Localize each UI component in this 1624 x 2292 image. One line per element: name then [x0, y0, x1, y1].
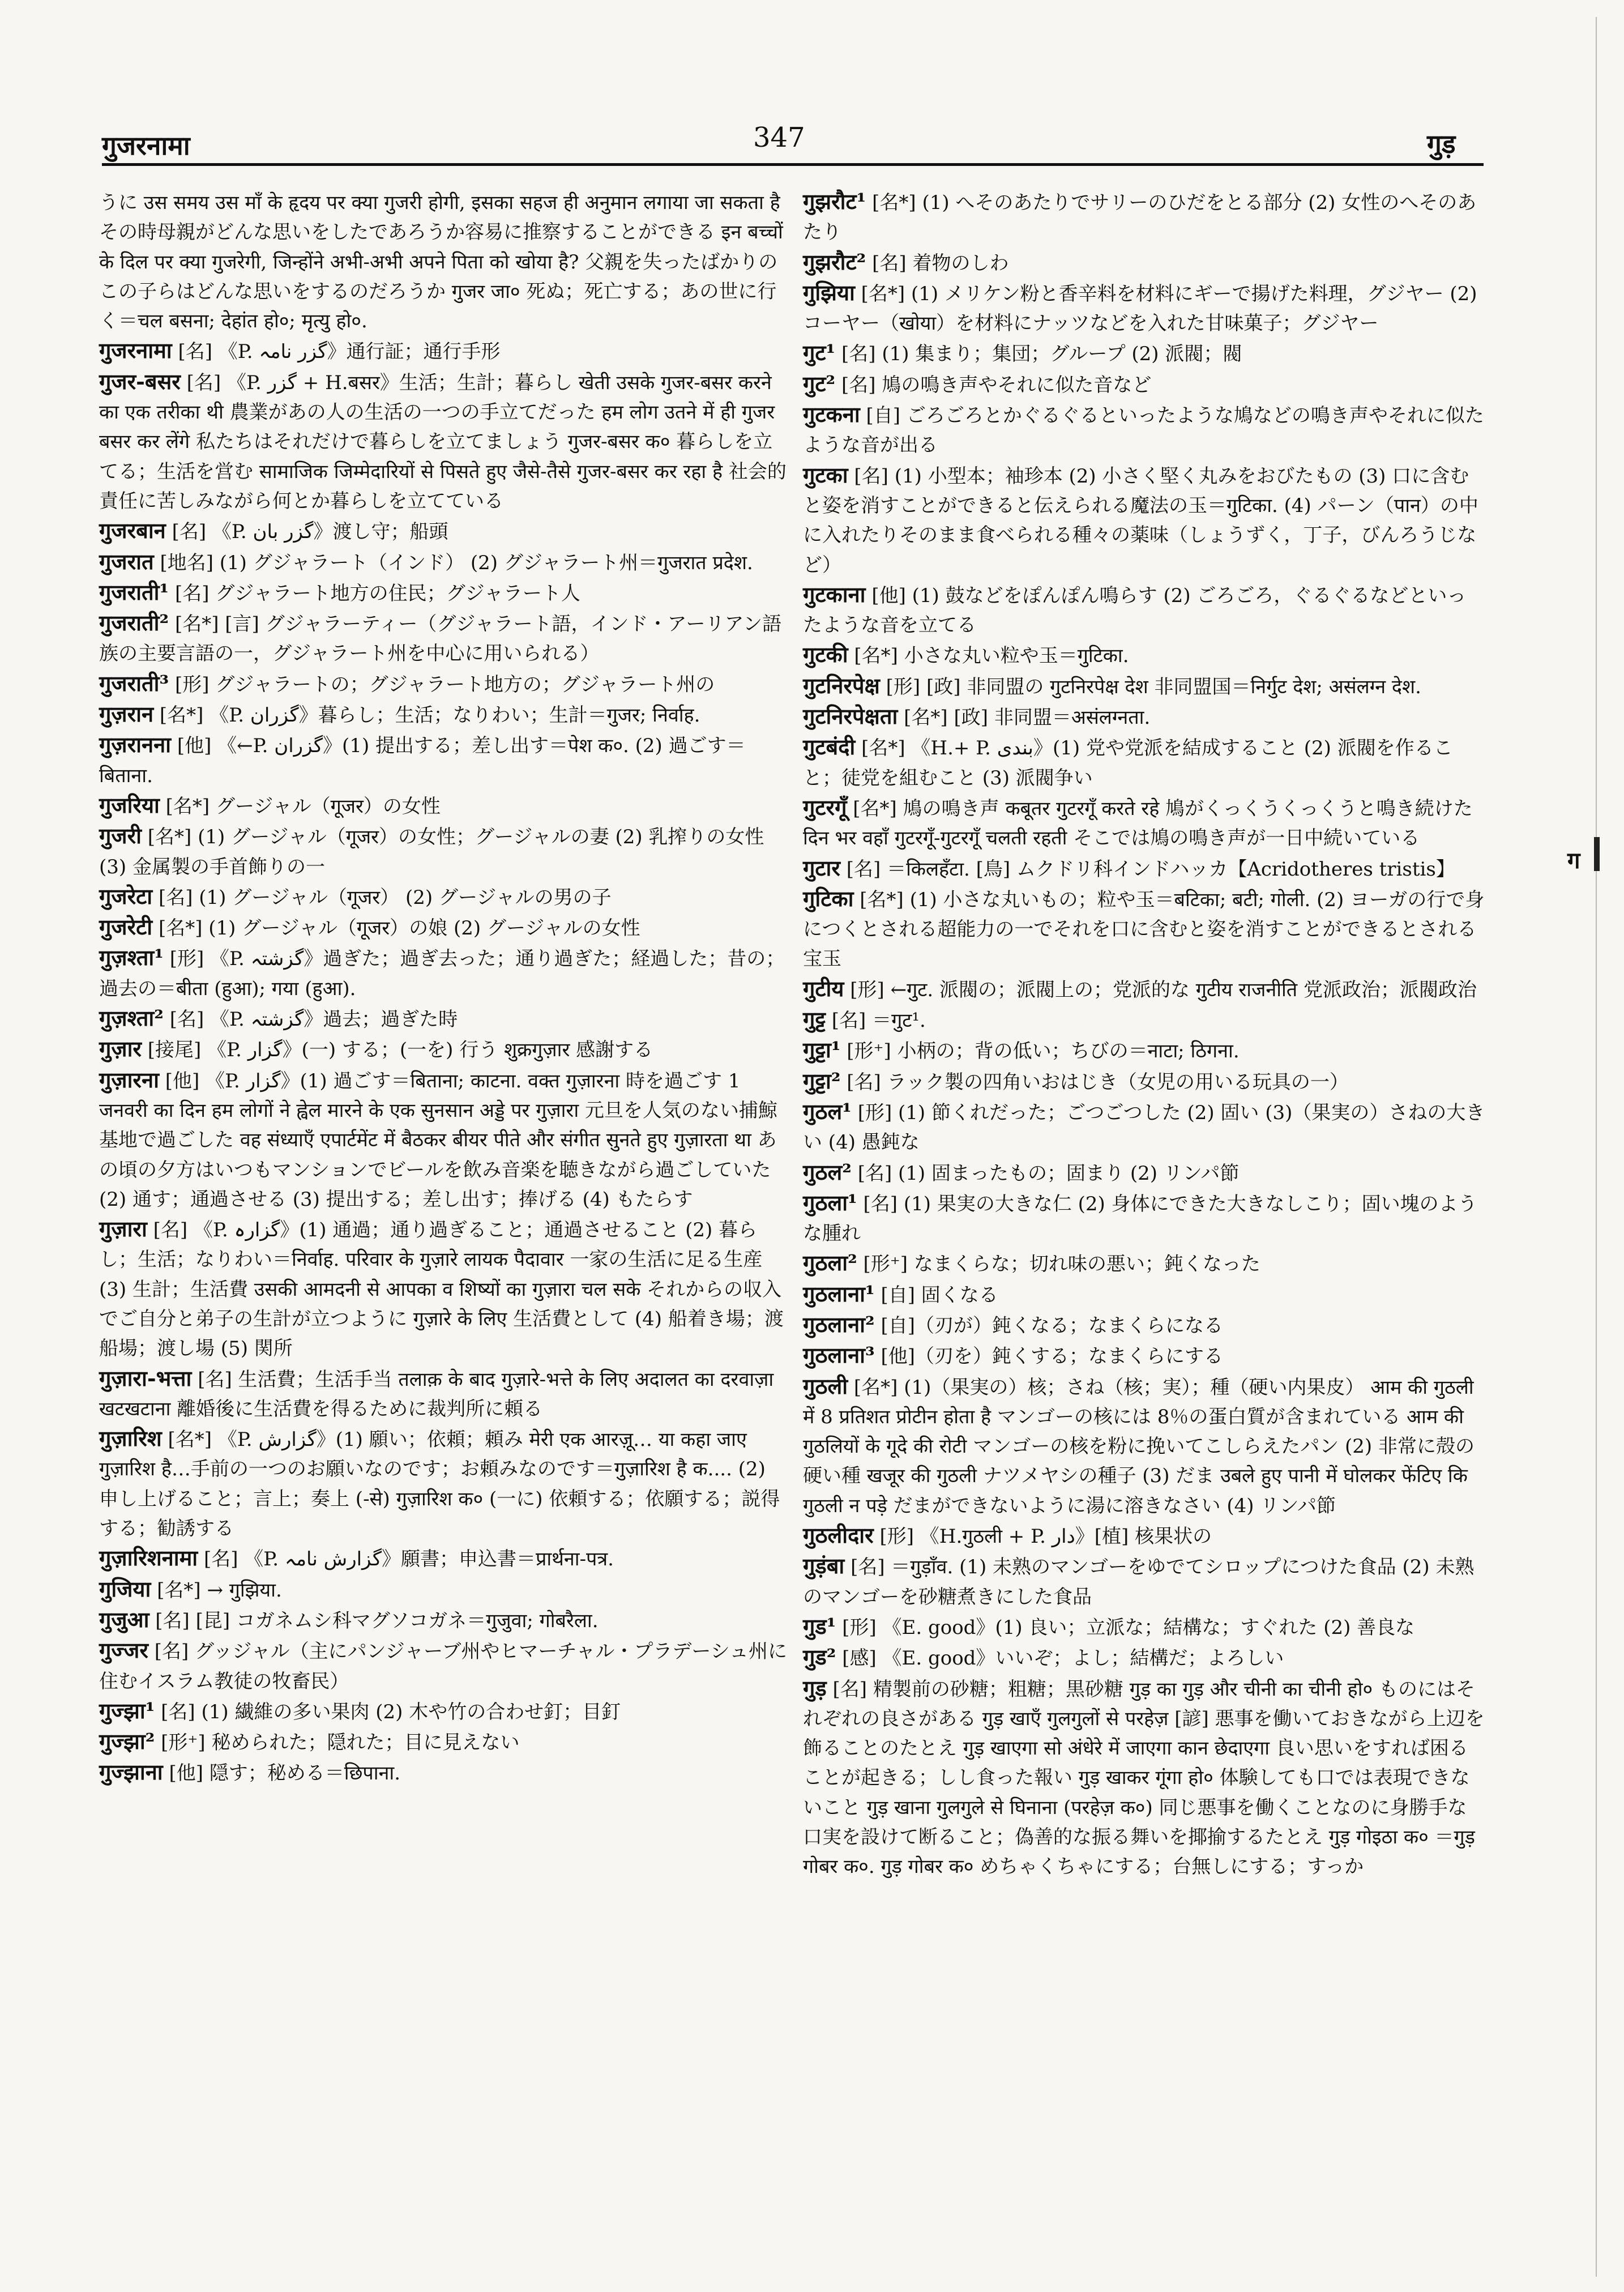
entry-headword: गुज़ारिशनामा: [99, 1545, 198, 1571]
entry-definition: [名] 《P. گزشتہ》過去；過ぎた時: [169, 1008, 458, 1031]
entry-definition: [名] グジャラート地方の住民；グジャラート人: [174, 582, 580, 605]
entry-headword: गुटकी: [803, 642, 848, 668]
dictionary-entry: [99, 912, 790, 943]
entry-definition: [名] (1) グージャル（गूजर） (2) グージャルの男の子: [158, 886, 612, 909]
entry-headword: गुट्ट: [803, 1006, 826, 1032]
entry-headword: गुट²: [803, 370, 836, 396]
dictionary-entry: [99, 1543, 790, 1574]
entry-definition: [名*] 《P. گزارش》(1) 願い；依頼；頼み मेरी एक आरज़ू… या कहा जाए गुज़ारिश है…手前の一つのお願いなのです；お頼みなのです＝गुज़ारिश है क.... (2) 申し上げること；言上；奏上 (-से) गुज़ारिश क० (一に) 依頼する；依願する；説得する；勧誘する: [99, 1428, 780, 1540]
entry-headword: गुठल¹: [803, 1098, 852, 1124]
entry-headword: गुट्टा²: [803, 1068, 841, 1094]
entry-headword: गुड़ंबा: [803, 1553, 845, 1579]
dictionary-entry: [99, 187, 790, 336]
dictionary-entry: [803, 853, 1485, 884]
entry-headword: गुटबंदी: [803, 734, 856, 760]
entry-definition: [名*] (1)（果実の）核；さね（核；実）；種（硬い内果皮） आम की गुठली में 8 प्रतिशत प्रोटीन होता है マンゴーの核には 8％の蛋白質が含まれている आम की गुठलियों के गूदे की रोटी マンゴーの核を粉に挽いてこしらえたパン (2) 非常に殻の硬い種 खजूर की गुठली ナツメヤシの種子 (3) だま उबले हुए पानी में घोलकर फेंटिए कि गुठली न पड़े だまができないように湯に溶きなさい (4) リンパ節: [803, 1376, 1475, 1517]
entry-headword: गुज़श्ता¹: [99, 945, 164, 971]
page-header: [0, 0, 1624, 170]
entry-definition: [感] 《E. good》いいぞ；よし；結構だ；よろしい: [842, 1647, 1284, 1670]
dictionary-entry: [803, 247, 1485, 278]
dictionary-entry: [803, 400, 1485, 460]
dictionary-entry: [803, 640, 1485, 671]
entry-definition: [名] 鳩の鳴き声やそれに似た音など: [841, 373, 1152, 396]
entry-headword: गुजरेटा: [99, 883, 153, 909]
dictionary-entry: [99, 1214, 790, 1363]
entry-definition: [名] ラック製の四角いおはじき（女児の用いる玩具の一）: [847, 1070, 1349, 1094]
entry-headword: गुज़रान: [99, 701, 154, 727]
entry-definition: [名*] (1) 小さな丸いもの；粒や玉＝बटिका; बटी; गोली. (2) ヨーガの行で身につくとされる超能力の一でそれを口に含むと姿を消すことができるとされる宝玉: [803, 888, 1485, 971]
dictionary-entry: [99, 669, 790, 699]
entry-definition: [名*] 鳩の鳴き声 कबूतर गुटरगूँ करते रहे 鳩がくっくうくっくうと鳴き続けた दिन भर वहाँ गुटरगूँ-गुटरगूँ चलती रहती そこでは鳩の鳴き声が一日中続いている: [803, 797, 1473, 850]
entry-definition: [形⁺] 秘められた；隠れた；目に見えない: [161, 1731, 520, 1755]
entry-definition: [名] 《P. گزارش نامہ》願書；申込書＝प्रार्थना-पत्र.: [203, 1548, 614, 1571]
entry-definition: [名] (1) 集まり；集団；グループ (2) 派閥；閥: [841, 343, 1242, 366]
entry-definition: [形] グジャラートの；グジャラート地方の；グジャラート州の: [174, 673, 715, 696]
dictionary-entry: [99, 367, 790, 516]
entry-definition: [名*] (1) へそのあたりでサリーのひだをとる部分 (2) 女性のへそのあたり: [803, 191, 1477, 244]
entry-definition: [形] [政] 非同盟の गुटनिरपेक्ष देश 非同盟国＝निर्गुट देश; असंलग्न देश.: [886, 675, 1421, 698]
entry-headword: गुज्झा²: [99, 1728, 155, 1755]
entry-headword: गुड¹: [803, 1613, 836, 1639]
dictionary-entry: [99, 821, 790, 882]
dictionary-entry: [803, 1066, 1485, 1097]
entry-definition: [名*] (1) グージャル（गूजर）の娘 (2) グージャルの女性: [158, 917, 640, 940]
left-column: [99, 187, 790, 1789]
entry-definition: [名] (1) 小型本；袖珍本 (2) 小さく堅く丸みをおびたもの (3) 口に含むと姿を消すことができると伝えられる魔法の玉＝गुटिका. (4) パーン（पान）の中に入れたりそのまま食べられる種々の薬味（しょうずく，丁子，びんろうじなど）: [803, 464, 1478, 577]
dictionary-entry: [99, 516, 790, 547]
entry-headword: गुठली: [803, 1373, 848, 1399]
dictionary-entry: [803, 338, 1485, 369]
entry-headword: गुज़ारा-भत्ता: [99, 1365, 192, 1391]
entry-definition: [他]（刃を）鈍くする；なまくらにする: [881, 1345, 1223, 1368]
dictionary-entry: [803, 369, 1485, 400]
entry-headword: गुजरनामा: [99, 338, 172, 364]
entry-headword: गुजरात: [99, 548, 154, 574]
entry-definition: [名] (1) 繊維の多い果肉 (2) 木や竹の合わせ釘；目釘: [161, 1700, 621, 1723]
entry-headword: गुजरी: [99, 823, 142, 849]
entry-definition: [名*] [言] グジャラーティー（グジャラート語，インド・アーリアン語族の主要言語の一，グジャラート州を中心に用いられる）: [99, 613, 782, 665]
entry-headword: गुज़ारा: [99, 1216, 147, 1242]
dictionary-entry: [99, 336, 790, 366]
dictionary-entry: [99, 882, 790, 912]
entry-headword: गुजुआ: [99, 1606, 149, 1632]
entry-definition: [他] 《P. گزار》(1) 過ごす＝बिताना; काटना. वक्त गुज़ारना 時を過ごす 1 जनवरी का दिन हम लोगों ने ह्वेल मारने के एक सुनसान अड्डे पर गुज़ारा 元旦を人気のない捕鯨基地で過ごした वह संध्याएँ एपार्टमेंट में बैठकर बीयर पीते और संगीत सुनते हुए गुज़ारता था あの頃の夕方はいつもマンションでビールを飲み音楽を聴きながら過ごしていた (2) 通す；通過させる (3) 提出する；差し出す；捧げる (4) もたらす: [99, 1069, 777, 1211]
entry-headword: गुज़ारना: [99, 1066, 159, 1092]
dictionary-entry: [99, 1605, 790, 1636]
dictionary-entry: [803, 1642, 1485, 1673]
dictionary-entry: [803, 1005, 1485, 1035]
dictionary-entry: [99, 1004, 790, 1034]
entry-definition: [名*] グージャル（गूजर）の女性: [165, 795, 441, 818]
entry-headword: गुज्जर: [99, 1637, 148, 1663]
dictionary-entry: [803, 1372, 1485, 1521]
entry-definition: [接尾] 《P. گزار》(一) する；(一を) 行う शुक्रगुज़ार 感謝する: [147, 1039, 653, 1062]
dictionary-entry: [803, 1310, 1485, 1341]
entry-headword: गुठलाना²: [803, 1311, 875, 1337]
entry-headword: गुज़ार: [99, 1036, 142, 1062]
entry-headword: गुजर-बसर: [99, 368, 181, 394]
entry-headword: गुठला²: [803, 1250, 857, 1276]
entry-headword: गुजराती¹: [99, 579, 169, 605]
left-running-headword: गुजरनामा: [102, 130, 190, 161]
entry-definition: [名] (1) 果実の大きな仁 (2) 身体にできた大きなしこり；固い塊のような腫れ: [803, 1192, 1477, 1245]
dictionary-entry: [99, 730, 790, 791]
entry-definition: [他] 隠す；秘める＝छिपाना.: [169, 1762, 401, 1785]
entry-headword: गुठला¹: [803, 1189, 857, 1215]
dictionary-entry: [803, 1097, 1485, 1158]
entry-headword: गुजरिया: [99, 792, 160, 818]
entry-headword: गुजराती²: [99, 610, 169, 636]
dictionary-entry: [803, 671, 1485, 702]
dictionary-entry: [803, 1279, 1485, 1310]
dictionary-entry: [803, 1158, 1485, 1188]
entry-definition: うに उस समय उस माँ के हृदय पर क्या गुजरी होगी, इसका सहज ही अनुमान लगाया जा सकता है その時母親がどんな思いをしたであろうか容易に推察することができる इन बच्चों के दिल पर क्या गुजरेगी, जिन्होंने अभी-अभी अपने पिता को खोया है? 父親を失ったばかりのこの子らはどんな思いをするのだろうか गुजर जा० 死ぬ；死亡する；あの世に行く＝चल बसना; देहांत हो०; मृत्यु हो०.: [99, 191, 783, 333]
entry-headword: गुठल²: [803, 1159, 852, 1185]
entry-definition: [形⁺] なまくらな；切れ味の悪い；鈍くなった: [863, 1253, 1260, 1276]
dictionary-entry: [99, 943, 790, 1004]
entry-headword: गुड़: [803, 1675, 827, 1701]
dictionary-entry: [99, 1757, 790, 1788]
dictionary-entry: [803, 1551, 1485, 1612]
entry-headword: गुज़श्ता²: [99, 1005, 164, 1031]
dictionary-entry: [99, 547, 790, 578]
entry-definition: [他] 《←P. گزران》(1) 提出する；差し出す＝पेश क०. (2) 過ごす＝बिताना.: [99, 735, 746, 787]
entry-definition: [名] (1) 固まったもの；固まり (2) リンパ節: [857, 1162, 1240, 1185]
entry-headword: गुजराती³: [99, 670, 169, 696]
entry-definition: [名] ＝गुट¹.: [831, 1009, 926, 1032]
entry-headword: गुज्झा¹: [99, 1697, 155, 1723]
entry-headword: गुटीय: [803, 975, 844, 1001]
dictionary-entry: [99, 1065, 790, 1214]
dictionary-entry: [803, 1521, 1485, 1551]
right-running-headword: गुड़: [1427, 129, 1456, 159]
dictionary-entry: [803, 793, 1485, 853]
dictionary-entry: [803, 1341, 1485, 1371]
entry-definition: [名] ＝गुड़ाँव. (1) 未熟のマンゴーをゆでてシロップにつけた食品 (2) 未熟のマンゴーを砂糖煮きにした食品: [803, 1556, 1475, 1608]
entry-headword: गुजरेटी: [99, 914, 153, 940]
dictionary-entry: [803, 974, 1485, 1005]
entry-definition: [名*] (1) グージャル（गूजर）の女性；グージャルの妻 (2) 乳搾りの女性 (3) 金属製の手首飾りの一: [99, 826, 764, 878]
entry-definition: [名] 《P. گزارہ》(1) 通過；通り過ぎること；通過させること (2) 暮らし；生活；なりわい＝निर्वाह. परिवार के गुज़ारे लायक पैदावार 一家の生活に足る生産 (3) 生計；生活費 उसकी आमदनी से आपका व शिष्यों का गुज़ारा चल सके それからの収入でご自分と弟子の生計が立つように गुज़ारे के लिए 生活費として (4) 船着き場；渡船場；渡し場 (5) 関所: [99, 1219, 784, 1360]
entry-definition: [名] 《P. گزر نامہ》通行証；通行手形: [178, 340, 501, 364]
dictionary-entry: [99, 791, 790, 821]
entry-headword: गुझिया: [803, 279, 855, 305]
entry-headword: गुटार: [803, 855, 840, 881]
page-edge-line: [1596, 17, 1597, 2277]
page-number: 347: [753, 122, 805, 153]
entry-definition: [形⁺] 小柄の；背の低い；ちびの＝नाटा; ठिगना.: [847, 1040, 1240, 1063]
entry-headword: गुज़ारिश: [99, 1425, 162, 1452]
entry-definition: [名] 着物のしわ: [872, 251, 1009, 275]
dictionary-entry: [803, 1188, 1485, 1249]
entry-definition: [名*] 《H.+ P. بندی》(1) 党や党派を結成すること (2) 派閥を作ること；徒党を組むこと (3) 派閥争い: [803, 737, 1453, 789]
right-column: [803, 187, 1485, 1882]
entry-headword: गुठलाना¹: [803, 1281, 875, 1307]
dictionary-entry: [803, 278, 1485, 339]
entry-definition: [名] [昆] コガネムシ科マグソコガネ＝गुजुवा; गोबरैला.: [155, 1609, 599, 1632]
entry-definition: [名] 精製前の砂糖；粗糖；黒砂糖 गुड़ का गुड़ और चीनी का चीनी हो० ものにはそれぞれの良さがある गुड़ खाएँ गुलगुलों से परहेज़ [諺] 悪事を働いておきながら上辺を飾ることのたとえ गुड़ खाएगा सो अंधेरे में जाएगा कान छेदाएगा 良い思いをすれば困ることが起きる；しし食った報い गुड़ खाकर गूंगा हो० 体験しても口では表現できないこと गुड़ खाना गुलगुले से घिनाना (परहेज़ क०) 同じ悪事を働くことなのに身勝手な口実を設けて断ること；偽善的な振る舞いを揶揄するたとえ गुड़ गोइठा क० ＝गुड़ गोबर क०. गुड़ गोबर क० めちゃくちゃにする；台無しにする；すっか: [803, 1678, 1485, 1879]
entry-headword: गुजिया: [99, 1576, 151, 1602]
thumb-index-bar: [1594, 837, 1600, 871]
entry-headword: गुज़रानना: [99, 732, 171, 758]
dictionary-entry: [803, 732, 1485, 793]
entry-definition: [自] 固くなる: [881, 1283, 998, 1307]
dictionary-entry: [803, 1612, 1485, 1642]
dictionary-entry: [803, 702, 1485, 732]
entry-definition: [名] 《P. گزر + H.बसर》生活；生計；暮らし खेती उसके गुजर-बसर करने का एक तरीका थी 農業があの人の生活の一つの手立てだった हम लोग उतने में ही गुजर बसर कर लेंगे 私たちはそれだけで暮らしを立てましょう गुजर-बसर क० 暮らしを立てる；生活を営む सामाजिक जिम्मेदारियों से पिसते हुए जैसे-तैसे गुजर-बसर कर रहा है 社会的責任に苦しみながら何とか暮らしを立てている: [99, 371, 787, 513]
entry-headword: गुजरबान: [99, 518, 166, 544]
entry-definition: [名*] [政] 非同盟＝असंलग्नता.: [904, 706, 1151, 729]
entry-definition: [自] ごろごろとかぐるぐるといったような鳩などの鳴き声やそれに似たような音が出る: [803, 404, 1484, 457]
dictionary-entry: [99, 1424, 790, 1543]
dictionary-entry: [99, 1364, 790, 1424]
entry-definition: [名*] (1) メリケン粉と香辛料を材料にギーで揚げた料理，グジヤー (2) コーヤー（खोया）を材料にナッツなどを入れた甘味菓子；グジヤー: [803, 282, 1477, 335]
entry-headword: गुटनिरपेक्ष: [803, 672, 880, 698]
entry-headword: गुटरगूँ: [803, 794, 847, 820]
entry-headword: गुटका: [803, 462, 848, 488]
entry-headword: गुठलाना³: [803, 1342, 875, 1368]
entry-headword: गुठलीदार: [803, 1522, 874, 1548]
entry-definition: [名] 《P. گزر بان》渡し守；船頭: [172, 520, 448, 544]
dictionary-entry: [99, 608, 790, 669]
dictionary-entry: [803, 884, 1485, 974]
header-rule: [102, 163, 1484, 166]
entry-definition: [名*] → गुझिया.: [157, 1578, 282, 1602]
entry-headword: गुज्झाना: [99, 1759, 163, 1785]
entry-headword: गुटिका: [803, 885, 854, 911]
entry-definition: [名*] 小さな丸い粒や玉＝गुटिका.: [854, 645, 1129, 668]
entry-headword: गुट्टा¹: [803, 1037, 841, 1063]
dictionary-entry: [99, 1034, 790, 1065]
dictionary-entry: [803, 187, 1485, 247]
entry-definition: [形] ←गुट. 派閥の；派閥上の；党派的な गुटीय राजनीति 党派政治；派閥政治: [850, 978, 1477, 1001]
entry-definition: [名] ＝किलहँटा. [鳥] ムクドリ科インドハッカ【Acridotheres tristis】: [846, 857, 1455, 881]
entry-definition: [形] 《P. گزشتہ》過ぎた；過ぎ去った；通り過ぎた；経過した；昔の；過去の＝बीता (हुआ); गया (हुआ).: [99, 947, 785, 1000]
dictionary-entry: [99, 578, 790, 608]
entry-headword: गुटकना: [803, 402, 860, 428]
entry-headword: गुझरौट¹: [803, 189, 866, 214]
entry-headword: गुट¹: [803, 340, 836, 366]
entry-definition: [地名] (1) グジャラート（インド） (2) グジャラート州＝गुजरात प्रदेश.: [160, 551, 753, 574]
entry-headword: गुझरौट²: [803, 249, 866, 275]
entry-definition: [自]（刃が）鈍くなる；なまくらになる: [881, 1314, 1223, 1337]
dictionary-entry: [803, 460, 1485, 580]
dictionary-entry: [99, 1696, 790, 1727]
dictionary-entry: [99, 1727, 790, 1757]
entry-definition: [名*] 《P. گزران》暮らし；生活；なりわい；生計＝गुजर; निर्वाह.: [159, 704, 700, 727]
entry-definition: [形] (1) 節くれだった；ごつごつした (2) 固い (3)（果実の）さねの大きい (4) 愚鈍な: [803, 1101, 1485, 1154]
dictionary-entry: [99, 1636, 790, 1696]
entry-definition: [名] 生活費；生活手当 तलाक़ के बाद गुज़ारे-भत्ते के लिए अदालत का दरवाज़ा खटखटाना 離婚後に生活費を得るために裁判所に頼る: [99, 1368, 774, 1420]
dictionary-entry: [803, 1674, 1485, 1882]
entry-definition: [形] 《E. good》(1) 良い；立派な；結構な；すぐれた (2) 善良な: [842, 1616, 1415, 1639]
dictionary-entry: [99, 699, 790, 730]
thumb-index-letter: ग: [1567, 847, 1580, 874]
dictionary-entry: [803, 1248, 1485, 1279]
entry-definition: [他] (1) 鼓などをぽんぽん鳴らす (2) ごろごろ，ぐるぐるなどといったような音を立てる: [803, 584, 1467, 637]
dictionary-entry: [803, 580, 1485, 641]
entry-headword: गुड²: [803, 1644, 836, 1670]
entry-definition: [形] 《H.गुठली + P. دار》[植] 核果状の: [879, 1525, 1212, 1548]
entry-definition: [名] グッジャル（主にパンジャーブ州やヒマーチャル・プラデーシュ州に住むイスラム教徒の牧畜民）: [99, 1640, 788, 1693]
dictionary-entry: [99, 1574, 790, 1605]
entry-headword: गुटकाना: [803, 581, 866, 607]
entry-headword: गुटनिरपेक्षता: [803, 703, 898, 729]
dictionary-entry: [803, 1035, 1485, 1066]
